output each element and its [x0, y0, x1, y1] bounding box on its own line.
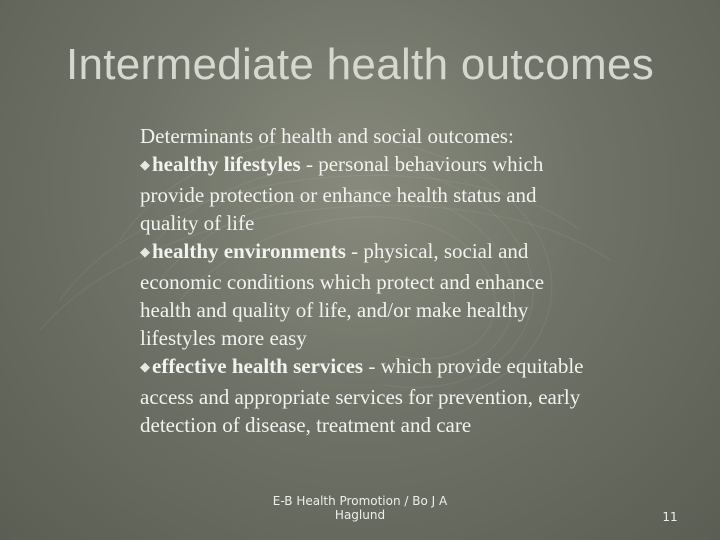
slide-body [140, 122, 660, 439]
bullet-text: - which provide equitable [363, 354, 584, 378]
bullet-text: detection of disease, treatment and care [140, 413, 472, 437]
bullet-text: access and appropriate services for prevention, early [140, 385, 581, 409]
bullet-text: lifestyles more easy [140, 326, 307, 350]
bullet-term: healthy environments [152, 239, 346, 263]
bullet-term: healthy lifestyles [152, 152, 301, 176]
slide-title: Intermediate health outcomes [65, 40, 655, 89]
diamond-bullet-icon: ◆ [140, 359, 150, 374]
page-number: 11 [662, 510, 678, 524]
bullet-text: economic conditions which protect and enhance [140, 270, 545, 294]
bullet-text: provide protection or enhance health status and [140, 183, 537, 207]
footer-line: E-B Health Promotion / Bo J A [272, 494, 448, 508]
intro-text: Determinants of health and social outcomes: [140, 124, 514, 148]
bullet-text: health and quality of life, and/or make healthy [140, 298, 529, 322]
slide-footer [255, 494, 465, 522]
diamond-bullet-icon: ◆ [140, 244, 150, 259]
bullet-text: - physical, social and [345, 239, 529, 263]
bullet-item [140, 150, 660, 181]
diamond-bullet-icon: ◆ [140, 157, 150, 172]
bullet-item [140, 352, 660, 383]
bullet-text: - personal behaviours which [300, 152, 544, 176]
footer-line: Haglund [334, 508, 386, 522]
bullet-item [140, 237, 660, 268]
bullet-text: quality of life [140, 211, 255, 235]
bullet-term: effective health services [152, 354, 364, 378]
